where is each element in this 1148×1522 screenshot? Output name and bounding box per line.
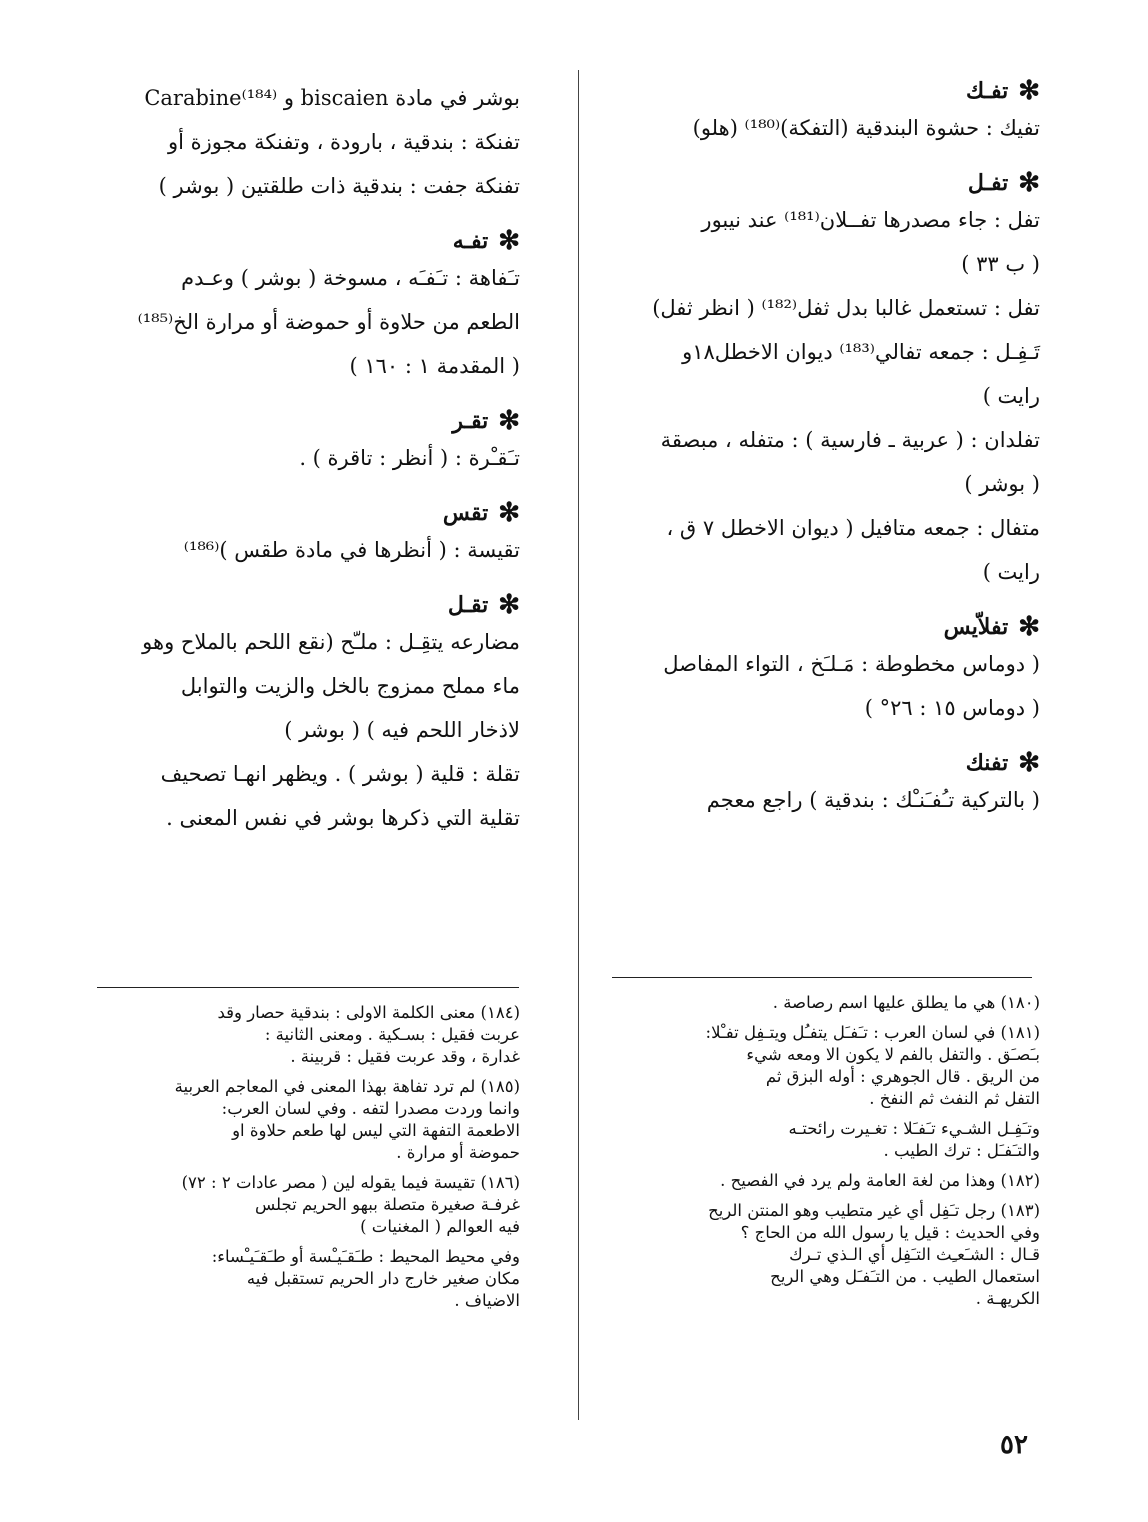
entry-line: ( دوماس ١٥ : ٢٦° ) (864, 696, 1040, 720)
entry-line: بوشر في مادة biscaien و Carabine⁽¹⁸⁴⁾ (144, 86, 520, 110)
footnote-line: غرفـة صغيرة متصلة ببهو الحريم تجلس (254, 1195, 520, 1214)
footnote-line: فيه العوالم ( المغنيات ) (360, 1217, 520, 1236)
dictionary-entry (600, 76, 1040, 150)
asterisk-icon: ✻ (498, 226, 520, 256)
footnote-line: (١٨٠) هي ما يطلق عليها اسم رصاصة . (772, 993, 1040, 1012)
footnote-line: الاضياف . (454, 1291, 520, 1310)
footnote-line: (١٨٤) معنى الكلمة الاولى : بندقية حصار وقد (217, 1003, 520, 1022)
footnote (600, 1022, 1040, 1110)
footnote-line: مكان صغير خارج دار الحريم تستقبل فيه (246, 1269, 520, 1288)
dictionary-entry (95, 498, 520, 572)
footnote-line: (١٨٦) تقيسة فيما يقوله لين ( مصر عادات ٢ : ٧٢) (181, 1173, 520, 1192)
entry-line: تفل : جاء مصدرها تفــلان⁽¹⁸¹⁾ عند نيبور (701, 208, 1040, 232)
entry-headword (600, 612, 1040, 642)
entry-line: مضارعه يتقِـل : ملـّح (نقع اللحم بالملاح وهو (142, 630, 520, 654)
entry-headword (95, 590, 520, 620)
entry-line: الطعم من حلاوة أو حموضة أو مرارة الخ⁽¹⁸⁵⁾ (137, 310, 520, 334)
entry-line: تقيسة : ( أنظرها في مادة طقس )⁽¹⁸⁶⁾ (183, 538, 520, 562)
footnote-line: بـَصـَق . والتفل بالفم لا يكون الا ومعه شيء (746, 1045, 1040, 1064)
entry-line: ( المقدمة ١ : ١٦٠ ) (349, 354, 520, 378)
entry-line: ( بوشر ) (964, 472, 1040, 496)
headword-text: تفلاّيس (943, 614, 1009, 640)
entry-line: لاذخار اللحم فيه ) ( بوشر ) (284, 718, 520, 742)
entry-headword (95, 406, 520, 436)
entry-line: متفال : جمعه متافيل ( ديوان الاخطل ٧ ق ، (666, 516, 1040, 540)
entry-line: ( بالتركية تـُفـَنـْك : بندقية ) راجع معجم (706, 788, 1040, 812)
footnote (95, 1076, 520, 1164)
asterisk-icon: ✻ (1018, 748, 1040, 778)
entry-line: تَـفِـل : جمعه تفالي⁽¹⁸³⁾ ديوان الاخطل١٨و (682, 340, 1040, 364)
headword-text: تقس (442, 500, 489, 526)
footnote (95, 1246, 520, 1312)
headword-text: تقـل (447, 592, 489, 618)
footnote-line: وفي الحديث : قيل يا رسول الله من الحاج ؟ (740, 1223, 1040, 1242)
footnote-line: استعمال الطيب . من التـَفـَل وهي الريح (770, 1267, 1040, 1286)
dictionary-entry (600, 168, 1040, 594)
asterisk-icon: ✻ (1018, 612, 1040, 642)
footnotes-right (600, 992, 1040, 1318)
footnote-line: قـال : الشـَعـِث التـَفِل أي الـذي تـرك (789, 1245, 1040, 1264)
footnote-line: الكريهـة . (975, 1289, 1040, 1308)
dictionary-entry (600, 612, 1040, 730)
footnotes-left (95, 1002, 520, 1320)
footnote-line: وتـَفِـل الشـيء تـَفـَلا : تغـيرت رائحتـه (788, 1119, 1040, 1138)
page-number: ٥٢ (1000, 1430, 1028, 1460)
headword-text: تقـر (452, 408, 489, 434)
footnote-line: غدارة ، وقد عربت فقيل : قربينة . (290, 1047, 520, 1066)
footnote-line: من الريق . قال الجوهري : أوله البزق ثم (765, 1067, 1040, 1086)
entry-line: تـَفاهة : تـَفـَه ، مسوخة ( بوشر ) وعـدم (181, 266, 520, 290)
footnote (95, 1002, 520, 1068)
dictionary-entry (600, 748, 1040, 822)
entry-line: تـَقـْرة : ( أنظر : تاقرة ) . (299, 446, 520, 470)
entry-line: رايت ) (982, 384, 1040, 408)
headword-text: تفنك (965, 750, 1009, 776)
asterisk-icon: ✻ (498, 498, 520, 528)
footnote-line: حموضة أو مرارة . (396, 1143, 520, 1162)
asterisk-icon: ✻ (1018, 168, 1040, 198)
entry-line: تفنكة : بندقية ، بارودة ، وتفنكة مجوزة أو (168, 130, 520, 154)
entry-line: رايت ) (982, 560, 1040, 584)
entry-line: ( دوماس مخطوطة : مَـلـَخ ، التواء المفاصل (663, 652, 1040, 676)
asterisk-icon: ✻ (1018, 76, 1040, 106)
footnote-line: (١٨٣) رجل تـَفِل أي غير متطيب وهو المنتن الريح (708, 1201, 1040, 1220)
headword-text: تفـه (452, 228, 489, 254)
left-column (95, 70, 520, 840)
asterisk-icon: ✻ (498, 406, 520, 436)
entry-headword (95, 498, 520, 528)
footnote-line: التفل ثم النفث ثم النفخ . (869, 1089, 1040, 1108)
footnote-divider-left (97, 987, 519, 988)
footnote-line: والتـَفـَل : ترك الطيب . (883, 1141, 1040, 1160)
entry-headword (600, 168, 1040, 198)
dictionary-entry (95, 590, 520, 840)
footnote-line: عربت فقيل : بسـكية . ومعنى الثانية : (264, 1025, 520, 1044)
entry-headword (600, 748, 1040, 778)
entry-line: تفلدان : ( عربية ـ فارسية ) : متفله ، مبصقة (660, 428, 1040, 452)
entry-line: تفنكة جفت : بندقية ذات طلقتين ( بوشر ) (158, 174, 520, 198)
dictionary-entry (95, 406, 520, 480)
entry-line: تقلية التي ذكرها بوشر في نفس المعنى . (166, 806, 520, 830)
entry-line: ( ب ٣٣ ) (961, 252, 1040, 276)
entry-line: تقلة : قلية ( بوشر ) . ويظهر انهـا تصحيف (160, 762, 520, 786)
footnote-line: (١٨١) في لسان العرب : تـَفـَل يتفـُل ويتـفِل تفـْلا: (705, 1023, 1040, 1042)
headword-text: تفـل (967, 170, 1009, 196)
footnote-line: وفي محيط المحيط : طـَقـَيـْسة أو طـَقـَيـْساء: (211, 1247, 520, 1266)
footnote (600, 992, 1040, 1014)
entry-headword (95, 226, 520, 256)
footnote (600, 1170, 1040, 1192)
entry-headword (600, 76, 1040, 106)
entry-line: ماء مملح ممزوج بالخل والزيت والتوابل (180, 674, 520, 698)
entry-continuation (95, 76, 520, 208)
headword-text: تفـك (965, 78, 1009, 104)
right-column (600, 70, 1040, 822)
column-divider (578, 70, 579, 1420)
dictionary-entry (95, 226, 520, 388)
entry-line: تفل : تستعمل غالبا بدل ثفل⁽¹⁸²⁾ ( انظر ثفل) (652, 296, 1040, 320)
footnote-line: (١٨٢) وهذا من لغة العامة ولم يرد في الفصيح . (720, 1171, 1040, 1190)
footnote (95, 1172, 520, 1238)
footnote (600, 1200, 1040, 1310)
footnote-divider-right (612, 977, 1032, 978)
entry-line: تفيك : حشوة البندقية (التفكة)⁽¹⁸⁰⁾ (هلو) (692, 116, 1040, 140)
asterisk-icon: ✻ (498, 590, 520, 620)
footnote-line: الاطعمة التفهة التي ليس لها طعم حلاوة او (232, 1121, 520, 1140)
footnote-line: وانما وردت مصدرا لتفه . وفي لسان العرب: (221, 1099, 520, 1118)
footnote-line: (١٨٥) لم ترد تفاهة بهذا المعنى في المعاجم العربية (174, 1077, 520, 1096)
footnote (600, 1118, 1040, 1162)
